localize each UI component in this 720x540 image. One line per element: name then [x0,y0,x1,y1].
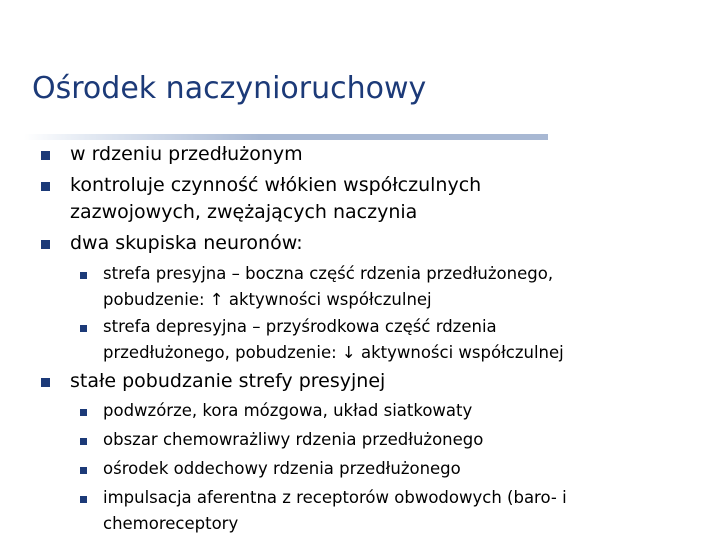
sub-bullet-line: strefa presyjna – boczna część rdzenia przedłużonego, [103,264,554,283]
bullet-text-stale-pobudzanie: stałe pobudzanie strefy presyjnej [70,370,386,392]
arrow-up-icon: ↑ [209,290,224,309]
bullet-square-icon [41,182,50,191]
bullet-text-kontroluje [70,172,481,226]
sub-bullet-line: strefa depresyjna – przyśrodkowa część rdzenia [103,317,497,336]
sub-bullet-line: chemoreceptory [103,514,239,533]
sub-bullet-square-icon [80,438,87,445]
bullet-line: kontroluje czynność włókien współczulnych [70,174,482,196]
sub-bullet-line-suffix: aktywności współczulnej [355,343,564,362]
bullet-text-rdzen: w rdzeniu przedłużonym [70,143,303,165]
sub-bullet-text-chemowrazliwy: obszar chemowrażliwy rdzenia przedłużonego [103,430,484,449]
sub-bullet-text-impulsacja [103,485,567,537]
slide-title: Ośrodek naczynioruchowy [32,71,427,106]
sub-bullet-square-icon [80,325,87,332]
sub-bullet-text-podwzorze: podwzórze, kora mózgowa, układ siatkowaty [103,401,473,420]
sub-bullet-line [103,340,564,366]
sub-bullet-line: impulsacja aferentna z receptorów obwodowych (baro- i [103,488,567,507]
sub-bullet-square-icon [80,409,87,416]
sub-bullet-line [103,287,553,313]
sub-bullet-line-prefix: przedłużonego, pobudzenie: [103,343,342,362]
bullet-text-dwa-skupiska: dwa skupiska neuronów: [70,232,303,254]
bullet-square-icon [41,240,50,249]
sub-bullet-text-presyjna [103,261,553,313]
sub-bullet-square-icon [80,496,87,503]
sub-bullet-text-depresyjna [103,314,564,366]
sub-bullet-square-icon [80,272,87,279]
bullet-line: zazwojowych, zwężających naczynia [70,201,418,223]
sub-bullet-line-prefix: pobudzenie: [103,290,210,309]
arrow-down-icon: ↓ [341,343,356,362]
sub-bullet-square-icon [80,467,87,474]
bullet-square-icon [41,378,50,387]
title-divider [24,134,548,140]
sub-bullet-text-oddechowy: ośrodek oddechowy rdzenia przedłużonego [103,459,461,478]
bullet-square-icon [41,151,50,160]
sub-bullet-line-suffix: aktywności współczulnej [223,290,432,309]
